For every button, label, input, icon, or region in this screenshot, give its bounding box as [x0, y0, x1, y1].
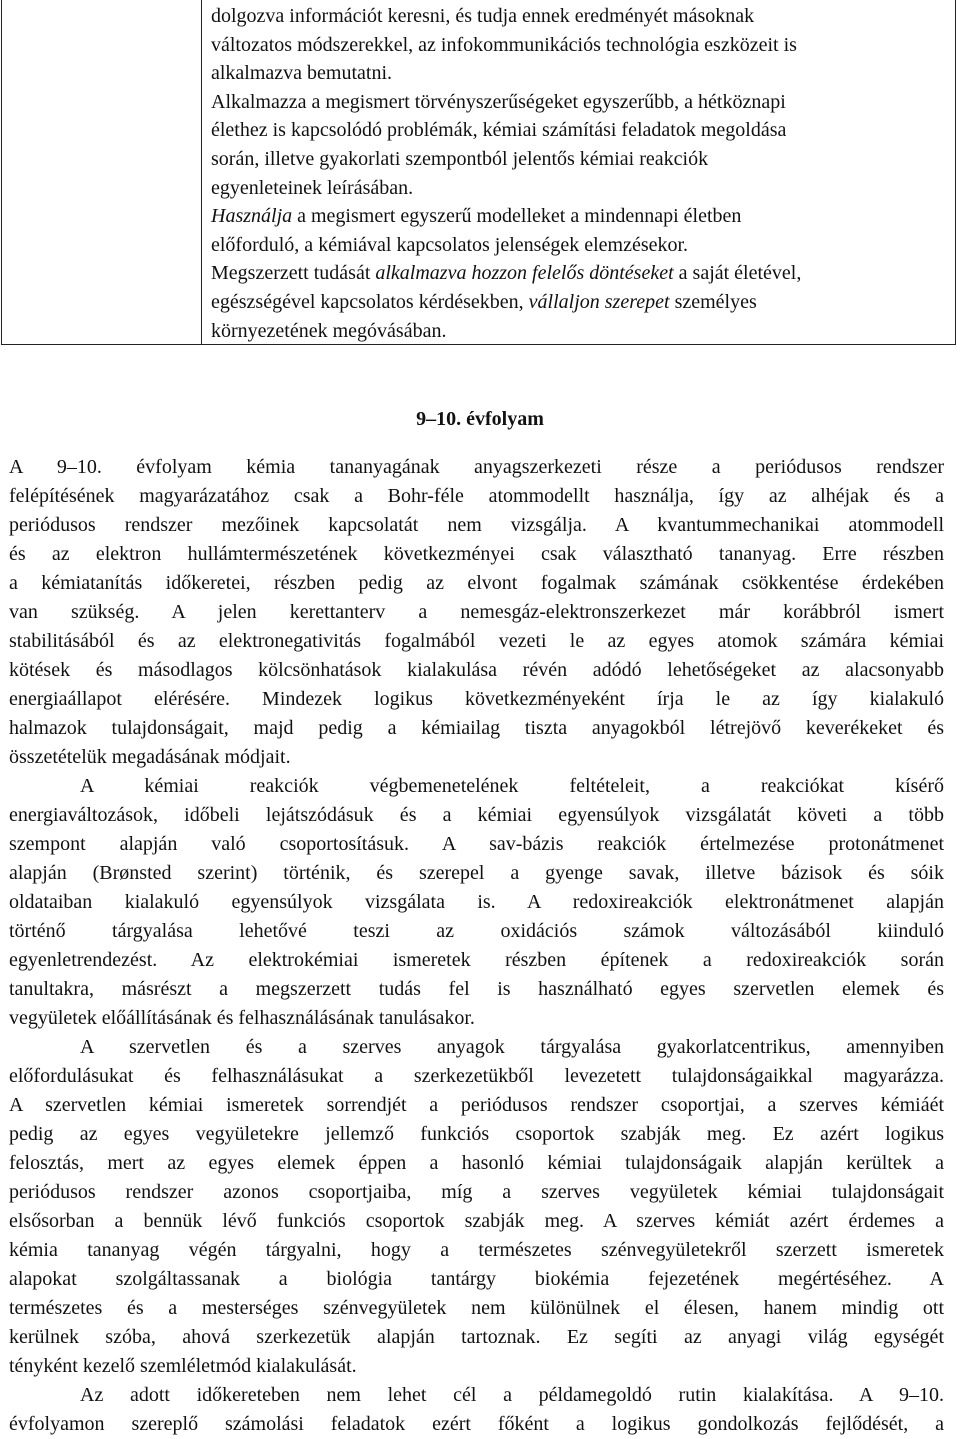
table-text-line [211, 88, 947, 117]
body-text-line: vegyületek előállításának és felhasználásának tanulásakor. [9, 1007, 475, 1029]
body-text-line: kémia tananyag végén tárgyalni, hogy a természetes szénvegyületekről szerzett ismeretek [9, 1239, 944, 1261]
table-text-line [211, 231, 947, 260]
body-text [9, 453, 944, 1439]
text-segment: Alkalmazza a megismert törvényszerűségeket egyszerűbb, a hétköznapi [211, 90, 786, 113]
body-text-line: alapján (Brønsted szerint) történik, és szerepel a gyenge savak, illetve bázisok és sóik [9, 862, 944, 884]
text-segment: előforduló, a kémiával kapcsolatos jelenségek elemzésekor. [211, 233, 689, 256]
body-text-line: van szükség. A jelen kerettanterv a nemesgáz-elektronszerkezet már korábbról ismert [9, 601, 944, 623]
body-text-line: alapokat szolgáltassanak a biológia tantárgy biokémia fejezetének megértéséhez. A [9, 1268, 944, 1290]
table-text-line [211, 145, 947, 174]
text-segment: Megszerzett tudását [211, 262, 376, 285]
body-text-line: energiaváltozások, időbeli lejátszódásuk és a kémiai egyensúlyok vizsgálatát követi a több [9, 804, 944, 826]
body-text-line: periódusos rendszer azonos csoportjaiba, míg a szerves vegyületek kémiai tulajdonságait [9, 1181, 944, 1203]
text-segment: változatos módszerekkel, az infokommunikációs technológia eszközeit is [211, 33, 797, 56]
table-right-cell [202, 0, 955, 344]
table-text-line [211, 116, 947, 145]
text-segment: a saját életével, [673, 262, 802, 285]
emphasized-text: alkalmazva hozzon felelős döntéseket [375, 262, 674, 285]
body-text-line: oldataiban kialakuló egyensúlyok vizsgálata is. A redoxireakciók elektronátmenet alapján [9, 891, 944, 913]
body-text-line: A 9–10. évfolyam kémia tananyagának anyagszerkezeti része a periódusos rendszer [9, 456, 944, 478]
body-text-line: természetes és a mesterséges szénvegyületek nem különülnek el élesen, hanem mindig ott [9, 1297, 944, 1319]
body-text-line: kerülnek szóba, ahová szerkezetük alapján tartoznak. Ez segíti az anyagi világ egységét [9, 1326, 944, 1348]
outcomes-table [1, 0, 956, 345]
body-text-line: tanultakra, másrészt a megszerzett tudás fel is használható egyes szervetlen elemek és [9, 978, 944, 1000]
body-text-line: a kémiatanítás időkeretei, részben pedig az elvont fogalmak számának csökkentése érdekében [9, 572, 944, 594]
table-text-line [211, 288, 947, 317]
body-text-line: pedig az egyes vegyületekre jellemző funkciós csoportok szabják meg. Ez azért logikus [9, 1123, 944, 1145]
table-text-line [211, 259, 947, 288]
body-text-line: A szervetlen kémiai ismeretek sorrendjét a periódusos rendszer csoportjai, a szerves kémiáét [9, 1094, 944, 1116]
body-text-line: évfolyamon szereplő számolási feladatok ezért főként a logikus gondolkozás fejlődését, a [9, 1413, 944, 1435]
body-text-line: és az elektron hullámtermészetének következményei csak választható tananyag. Erre részben [9, 543, 944, 565]
body-text-line: felépítésének magyarázatához csak a Bohr-féle atommodellt használja, így az alhéjak és a [9, 485, 944, 507]
table-left-cell [2, 0, 202, 344]
emphasized-text: vállaljon szerepet [528, 290, 670, 313]
body-text-line: egyenletrendezést. Az elektrokémiai ismeretek részben építenek a redoxireakciók során [9, 949, 944, 971]
table-text-line [211, 202, 947, 231]
table-text-line [211, 59, 947, 88]
table-text-line [211, 2, 947, 31]
text-segment: alkalmazva bemutatni. [211, 62, 393, 85]
body-text-line: A szervetlen és a szerves anyagok tárgyalása gyakorlatcentrikus, amennyiben [80, 1036, 944, 1058]
body-text-line: halmazok tulajdonságait, majd pedig a kémiailag tiszta anyagokból létrejövő keverékeket és [9, 717, 944, 739]
text-segment: személyes [669, 290, 757, 313]
text-segment: egyenleteinek leírásában. [211, 176, 414, 199]
body-text-line: stabilitásából és az elektronegativitás fogalmából vezeti le az egyes atomok számára kémiai [9, 630, 944, 652]
body-text-line: összetételük megadásának módjait. [9, 746, 291, 768]
body-text-line: szempont alapján való csoportosításuk. A sav-bázis reakciók értelmezése protonátmenet [9, 833, 944, 855]
text-segment: során, illetve gyakorlati szempontból jelentős kémiai reakciók [211, 147, 709, 170]
body-text-line: elsősorban a bennük lévő funkciós csoportok szabják meg. A szerves kémiát azért érdemes a [9, 1210, 944, 1232]
body-text-line: tényként kezelő szemléletmód kialakulását. [9, 1355, 357, 1377]
body-text-line: Az adott időkereteben nem lehet cél a példamegoldó rutin kialakítása. A 9–10. [80, 1384, 944, 1406]
text-segment: egészségével kapcsolatos kérdésekben, [211, 290, 529, 313]
body-text-line: előfordulásukat és felhasználásukat a szerkezetükből levezetett tulajdonságaikkal magyarázza. [9, 1065, 944, 1087]
emphasized-text: Használja [211, 205, 293, 228]
table-text-line [211, 31, 947, 60]
text-segment: a megismert egyszerű modelleket a mindennapi életben [292, 205, 742, 228]
body-text-line: A kémiai reakciók végbemenetelének feltételeit, a reakciókat kísérő [80, 775, 944, 797]
body-text-line: kötések és másodlagos kölcsönhatások kialakulása révén adódó lehetőségeket az alacsonyabb [9, 659, 944, 681]
body-text-line: felosztás, mert az egyes elemek éppen a hasonló kémiai tulajdonságaik alapján kerültek a [9, 1152, 944, 1174]
body-text-line: energiaállapot elérésére. Mindezek logikus következményeként írja le az így kialakuló [9, 688, 944, 710]
table-text-line [211, 317, 947, 346]
text-segment: dolgozva információt keresni, és tudja ennek eredményét másoknak [211, 5, 755, 27]
body-text-line: történő tárgyalása lehetővé teszi az oxidációs számok változásából kiinduló [9, 920, 944, 942]
text-segment: környezetének megóvásában. [211, 319, 447, 342]
body-text-line: periódusos rendszer mezőinek kapcsolatát nem vizsgálja. A kvantummechanikai atommodell [9, 514, 944, 536]
text-segment: élethez is kapcsolódó problémák, kémiai számítási feladatok megoldása [211, 119, 787, 142]
table-text-line [211, 174, 947, 203]
section-heading: 9–10. évfolyam [416, 408, 544, 430]
